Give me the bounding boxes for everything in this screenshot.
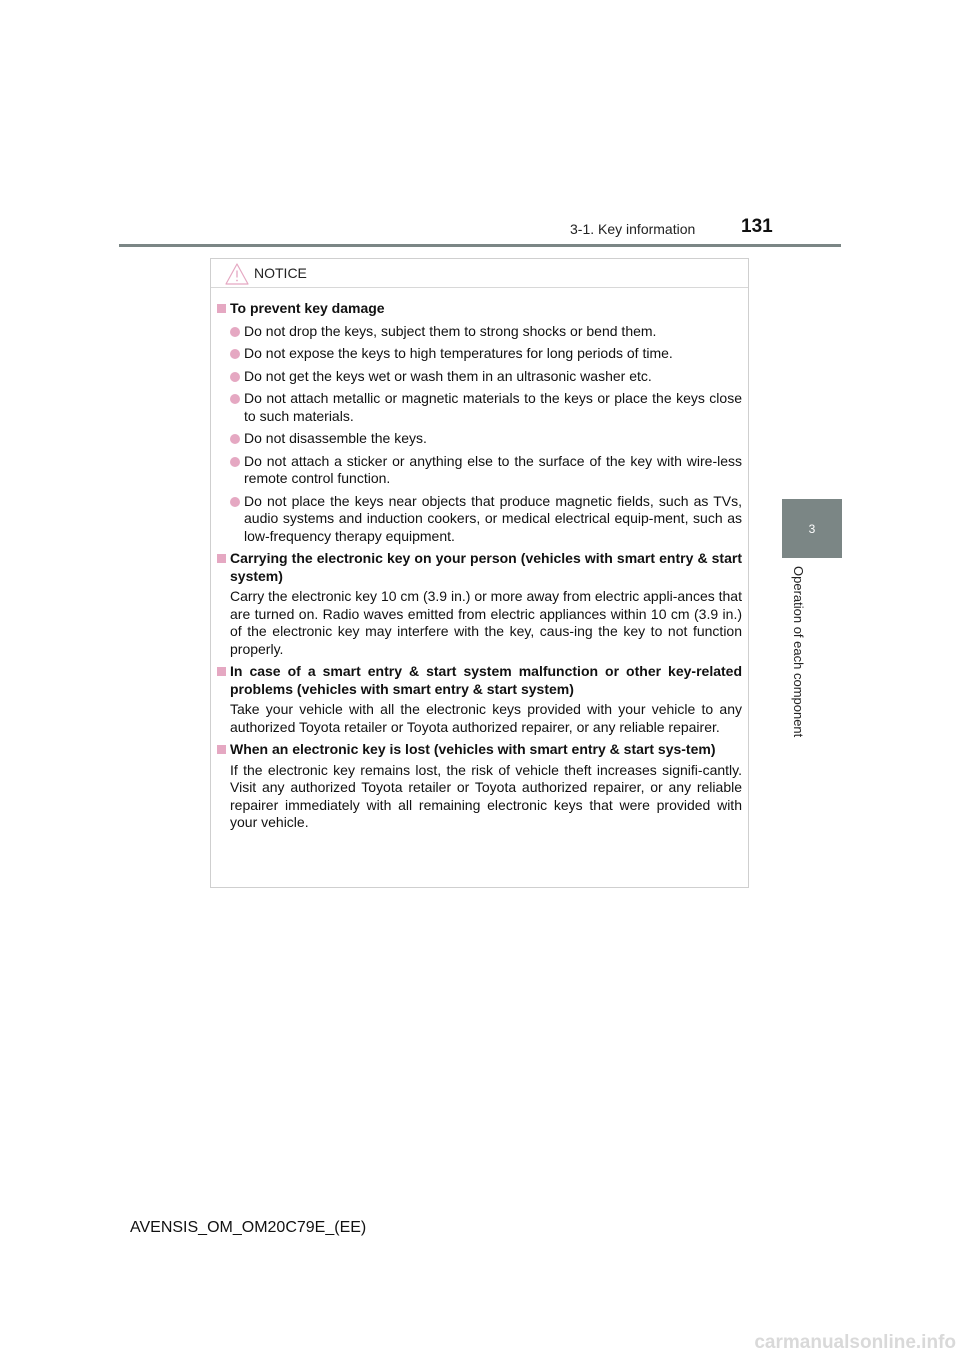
notice-body <box>211 288 748 832</box>
chapter-label: Operation of each component <box>791 566 806 738</box>
section-text: Take your vehicle with all the electronic keys provided with your vehicle to any authorized Toyota retailer or Toyota authorized repairer, or any reliable repairer. <box>230 701 742 735</box>
round-bullet-icon <box>230 497 240 507</box>
chapter-tab-number: 3 <box>808 521 816 536</box>
section-heading: Carrying the electronic key on your person (vehicles with smart entry & start system) <box>217 550 742 585</box>
warning-icon <box>224 262 250 286</box>
watermark-text: carmanualsonline.info <box>754 1332 956 1353</box>
section-text: Carry the electronic key 10 cm (3.9 in.) or more away from electric appli-ances that are turned on. Radio waves emitted from electric appliances within 10 cm (3.9 in.) of the electronic key may interfere with the key, caus-ing the key to not function properly. <box>230 588 742 657</box>
list-item: Do not attach metallic or magnetic materials to the keys or place the keys close to such materials. <box>217 390 742 425</box>
round-bullet-icon <box>230 457 240 467</box>
round-bullet-icon <box>230 434 240 444</box>
chapter-tab <box>782 499 842 558</box>
section-text: If the electronic key remains lost, the risk of vehicle theft increases signifi-cantly. Visit any authorized Toyota retailer or Toyota authorized repairer, or any reliable repairer immediately with all remaining electronic keys that were provided with your vehicle. <box>230 761 742 830</box>
square-bullet-icon <box>217 304 226 313</box>
list-item: Do not get the keys wet or wash them in an ultrasonic washer etc. <box>217 368 742 386</box>
round-bullet-icon <box>230 372 240 382</box>
round-bullet-icon <box>230 349 240 359</box>
notice-box <box>210 258 749 888</box>
list-item: Do not place the keys near objects that produce magnetic fields, such as TVs, audio systems and induction cookers, or medical electrical equip-ment, such as low-frequency therapy equipment. <box>217 493 742 546</box>
watermark-logo <box>708 1326 958 1356</box>
document-code: AVENSIS_OM_OM20C79E_(EE) <box>130 1219 367 1236</box>
section-heading: To prevent key damage <box>217 300 742 318</box>
header-section-title: 3-1. Key information <box>570 221 696 237</box>
notice-title: NOTICE <box>254 265 307 281</box>
section-heading: In case of a smart entry & start system malfunction or other key-related problems (vehicles with smart entry & start system) <box>217 663 742 698</box>
header-rule <box>119 244 841 247</box>
notice-header <box>211 259 748 288</box>
section-heading: When an electronic key is lost (vehicles with smart entry & start sys-tem) <box>217 741 742 759</box>
list-item: Do not expose the keys to high temperatures for long periods of time. <box>217 345 742 363</box>
list-item: Do not disassemble the keys. <box>217 430 742 448</box>
square-bullet-icon <box>217 745 226 754</box>
list-item: Do not drop the keys, subject them to strong shocks or bend them. <box>217 323 742 341</box>
square-bullet-icon <box>217 554 226 563</box>
round-bullet-icon <box>230 394 240 404</box>
page-number: 131 <box>741 216 773 237</box>
square-bullet-icon <box>217 667 226 676</box>
round-bullet-icon <box>230 327 240 337</box>
list-item: Do not attach a sticker or anything else to the surface of the key with wire-less remote control function. <box>217 453 742 488</box>
